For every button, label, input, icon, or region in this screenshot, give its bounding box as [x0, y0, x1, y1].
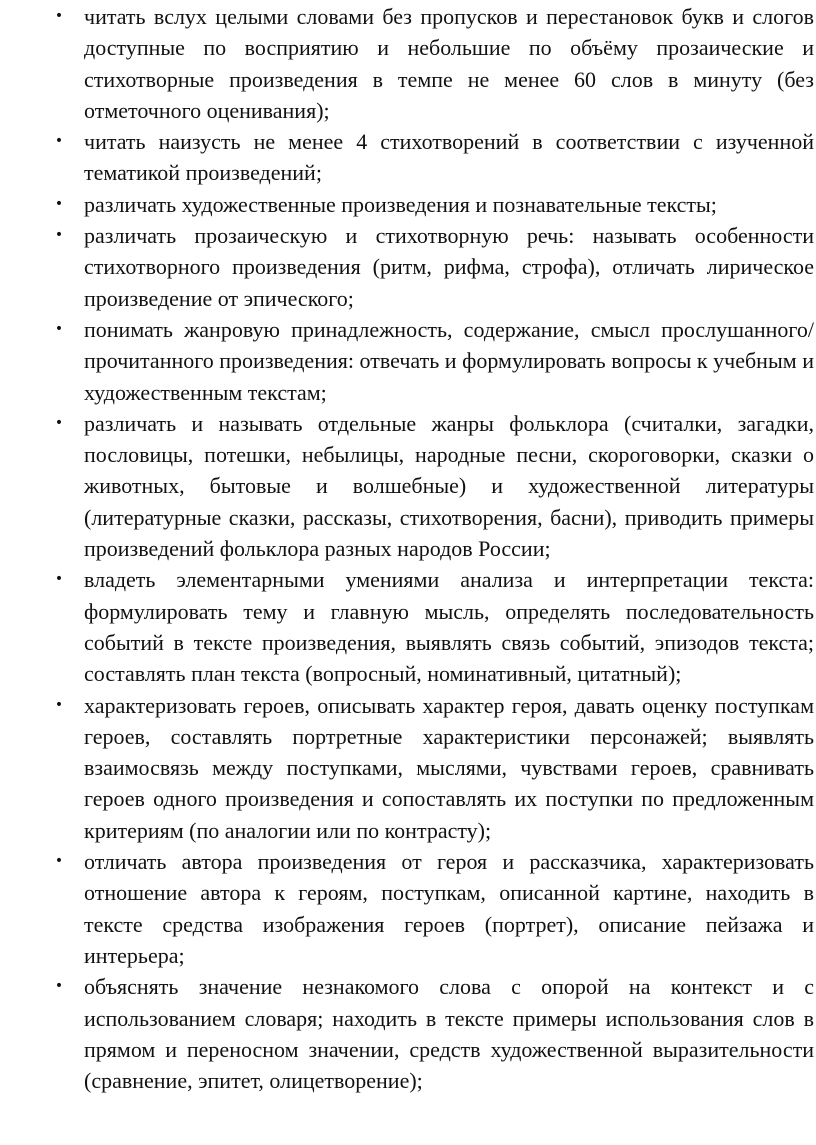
list-item — [0, 189, 814, 220]
list-item-text: отличать автора произведения от героя и рассказчика, характеризовать отношение автора к героям, поступкам, описанной картине, находить в тексте средства изображения героев (портрет), описание пейзажа и интерьера; — [84, 849, 814, 968]
list-item-text: понимать жанровую принадлежность, содержание, смысл прослушанного/прочитанного произведения: отвечать и формулировать вопросы к учебным и художественным текстам; — [84, 316, 814, 405]
list-item — [0, 690, 814, 846]
bullet-icon: • — [54, 571, 64, 588]
list-item — [0, 971, 814, 1096]
bullet-icon: • — [54, 978, 64, 995]
list-item — [0, 564, 814, 689]
list-item-text: объяснять значение незнакомого слова с опорой на контекст и с использованием словаря; находить в тексте примеры использования слов в прямом и переносном значении, средств художественной выразительности (сравнение, эпитет, олицетворение); — [84, 974, 814, 1094]
bullet-icon: • — [54, 853, 64, 870]
list-item-text: читать наизусть не менее 4 стихотворений в соответствии с изученной тематикой произведений; — [84, 129, 814, 186]
list-item-text: различать и называть отдельные жанры фольклора (считалки, загадки, пословицы, потешки, небылицы, народные песни, скороговорки, сказки о животных, бытовые и волшебные) и художественной литературы (литературные сказки, рассказы, стихотворения, басни), приводить примеры произведений фольклора разных народов России; — [84, 410, 814, 562]
list-item — [0, 846, 814, 971]
bullet-icon: • — [54, 133, 64, 150]
list-item-text: читать вслух целыми словами без пропусков и перестановок букв и слогов доступные по восприятию и небольшие по объёму прозаические и стихотворные произведения в темпе не менее 60 слов в минуту (без отметочного оценивания); — [84, 4, 814, 123]
list-item — [0, 408, 814, 564]
bullet-icon: • — [54, 696, 64, 713]
bullet-list — [0, 1, 816, 1096]
list-item — [0, 220, 814, 314]
list-item-text: владеть элементарными умениями анализа и интерпретации текста: формулировать тему и главную мысль, определять последовательность событий в тексте произведения, выявлять связь событий, эпизодов текста; составлять план текста (вопросный, номинативный, цитатный); — [84, 567, 814, 687]
bullet-icon: • — [54, 320, 64, 337]
list-item-text: характеризовать героев, описывать характер героя, давать оценку поступкам героев, составлять портретные характеристики персонажей; выявлять взаимосвязь между поступками, мыслями, чувствами героев, сравнивать героев одного произведения и сопоставлять их поступки по предложенным критериям (по аналогии или по контрасту); — [84, 692, 814, 843]
bullet-icon: • — [54, 414, 64, 431]
bullet-icon: • — [54, 195, 64, 212]
list-item — [0, 126, 814, 189]
bullet-icon: • — [54, 227, 64, 244]
list-item-text: различать прозаическую и стихотворную речь: называть особенности стихотворного произведения (ритм, рифма, строфа), отличать лирическое произведение от эпического; — [84, 223, 814, 311]
bullet-icon: • — [54, 8, 64, 24]
list-item — [0, 314, 814, 408]
list-item-text: различать художественные произведения и познавательные тексты; — [84, 191, 717, 217]
list-item — [0, 1, 814, 126]
